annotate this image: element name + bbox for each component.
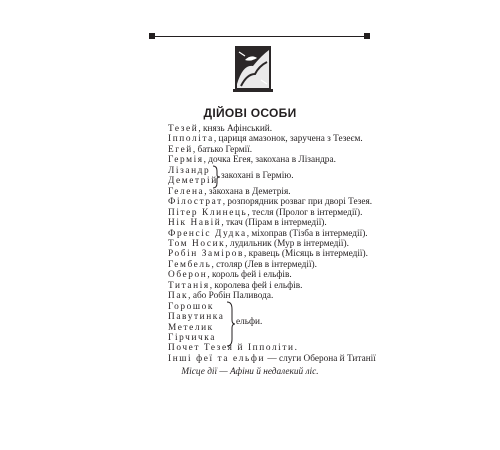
corner-square-left xyxy=(149,33,155,39)
emblem-illustration xyxy=(231,44,275,94)
cast-entry: Робін Заміров, кравець (Місяць в інтермедії). xyxy=(168,249,368,260)
elves-note: ельфи. xyxy=(236,317,263,328)
page-title: ДІЙОВІ ОСОБИ xyxy=(203,106,297,120)
corner-square-right xyxy=(364,33,370,39)
elves-brace xyxy=(226,301,233,347)
cast-entry: Горошок xyxy=(168,301,215,312)
cast-entry: Інші феї та ельфи — слуги Оберона й Титанії xyxy=(168,353,376,364)
cast-entry: Титанія, королева фей і ельфів. xyxy=(168,280,303,291)
cast-entry: Пітер Клинець, тесля (Пролог в інтермедії). xyxy=(168,207,363,218)
cast-entry: Метелик xyxy=(168,322,214,333)
lovers-brace xyxy=(212,165,219,189)
cast-entry: Пак, або Робін Паливода. xyxy=(168,291,274,302)
cast-entry: Деметрій xyxy=(168,176,218,187)
setting-line: Місце дії — Афіни й недалекий ліс. xyxy=(181,367,319,378)
cast-entry: Павутинка xyxy=(168,312,225,323)
cast-entry: Гермія, дочка Егея, закохана в Лізандра. xyxy=(168,155,336,166)
cast-entry: Тезей, князь Афінський. xyxy=(168,124,273,134)
cast-entry: Гембель, столяр (Лев в інтермедії). xyxy=(168,259,317,270)
cast-entry: Егей, батько Гермії. xyxy=(168,144,253,155)
cast-entry: Почет Тезея й Іпполіти. xyxy=(168,343,299,354)
cast-entry: Гелена, закохана в Деметрія. xyxy=(168,186,291,197)
cast-entry: Іпполіта, цариця амазонок, заручена з Тезеєм. xyxy=(168,134,363,145)
cast-entry: Нік Навій, ткач (Пірам в інтермедії). xyxy=(168,218,327,229)
top-rule xyxy=(152,36,367,37)
cast-entry: Гірчичка xyxy=(168,333,217,343)
cast-entry: Том Носик, лудильник (Мур в інтермедії). xyxy=(168,238,349,249)
cast-entry: Оберон, король фей і ельфів. xyxy=(168,270,292,281)
cast-entry: Філострат, розпорядник розваг при дворі Тезея. xyxy=(168,197,373,208)
lovers-note: закохані в Гермію. xyxy=(221,171,294,181)
cast-entry: Лізандр xyxy=(168,165,211,176)
cast-entry: Френсіс Дудка, міхоправ (Тізба в інтермедії). xyxy=(168,228,368,239)
